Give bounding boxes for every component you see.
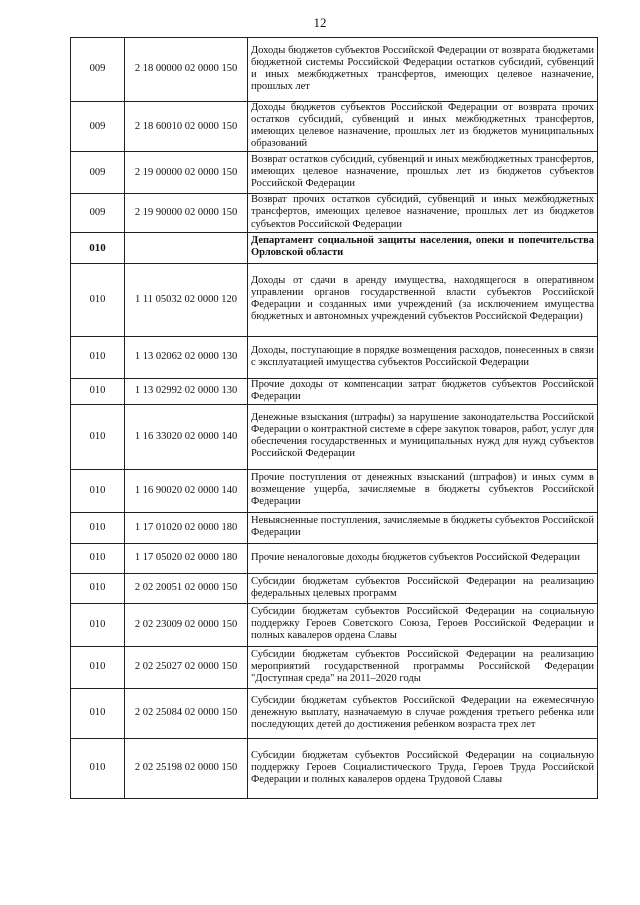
table-row <box>71 378 598 404</box>
income-description-cell: Доходы бюджетов субъектов Российской Федерации от возврата бюджетами бюджетной системы Российской Федерации остатков субсидий, субвенций и иных межбюджетных трансфертов, имеющих целевое назначение, прошлых лет <box>248 38 598 102</box>
table-row <box>71 38 598 102</box>
table-row <box>71 469 598 512</box>
table-row <box>71 512 598 543</box>
income-code-cell: 2 19 00000 02 0000 150 <box>125 152 248 194</box>
table-row <box>71 263 598 336</box>
income-description-cell: Денежные взыскания (штрафы) за нарушение законодательства Российской Федерации о контрактной системе в сфере закупок товаров, работ, услуг для обеспечения государственных и муниципальных нужд для нужд субъектов Российской Федерации <box>248 404 598 469</box>
admin-code-cell: 009 <box>71 152 125 194</box>
income-code-cell: 2 18 60010 02 0000 150 <box>125 102 248 152</box>
income-code-cell: 1 16 33020 02 0000 140 <box>125 404 248 469</box>
table-body <box>71 38 598 799</box>
income-code-cell: 2 19 90000 02 0000 150 <box>125 194 248 232</box>
admin-code-cell: 010 <box>71 543 125 573</box>
admin-code-cell: 009 <box>71 102 125 152</box>
income-code-cell <box>125 232 248 263</box>
table-row <box>71 646 598 688</box>
admin-code-cell: 010 <box>71 404 125 469</box>
income-code-cell: 2 02 23009 02 0000 150 <box>125 603 248 646</box>
income-code-cell: 1 13 02062 02 0000 130 <box>125 336 248 378</box>
income-code-cell: 2 02 20051 02 0000 150 <box>125 573 248 603</box>
income-code-cell: 1 11 05032 02 0000 120 <box>125 263 248 336</box>
page-number: 12 <box>313 15 327 30</box>
income-description-cell: Доходы от сдачи в аренду имущества, находящегося в оперативном управлении органов государственной власти субъектов Российской Федерации и созданных ими учреждений (за исключением имущества бюджетных и автономных учреждений субъектов Российской Федерации) <box>248 263 598 336</box>
admin-code-cell: 010 <box>71 378 125 404</box>
income-description-cell: Субсидии бюджетам субъектов Российской Федерации на ежемесячную денежную выплату, назначаемую в случае рождения третьего ребенка или последующих детей до достижения ребенком возраста трех лет <box>248 688 598 738</box>
admin-code-cell: 010 <box>71 738 125 798</box>
table-section-row <box>71 232 598 263</box>
income-code-cell: 2 02 25084 02 0000 150 <box>125 688 248 738</box>
table-row <box>71 102 598 152</box>
income-code-cell: 1 17 01020 02 0000 180 <box>125 512 248 543</box>
income-codes-table <box>70 37 598 799</box>
admin-code-cell: 010 <box>71 512 125 543</box>
admin-code-cell: 010 <box>71 688 125 738</box>
admin-code-cell: 009 <box>71 38 125 102</box>
income-description-cell: Невыясненные поступления, зачисляемые в бюджеты субъектов Российской Федерации <box>248 512 598 543</box>
income-description-cell: Субсидии бюджетам субъектов Российской Федерации на реализацию мероприятий государственной программы Российской Федерации "Доступная среда" на 2011–2020 годы <box>248 646 598 688</box>
admin-code-cell: 010 <box>71 232 125 263</box>
income-code-cell: 1 17 05020 02 0000 180 <box>125 543 248 573</box>
admin-code-cell: 010 <box>71 336 125 378</box>
admin-code-cell: 010 <box>71 603 125 646</box>
table-row <box>71 603 598 646</box>
income-description-cell: Доходы бюджетов субъектов Российской Федерации от возврата прочих остатков субсидий, субвенций и иных межбюджетных трансфертов, имеющих целевое назначение, прошлых лет из бюджетов муниципальных образований <box>248 102 598 152</box>
income-description-cell: Департамент социальной защиты населения, опеки и попечительства Орловской области <box>248 232 598 263</box>
table-row <box>71 543 598 573</box>
income-code-cell: 1 16 90020 02 0000 140 <box>125 469 248 512</box>
table-row <box>71 573 598 603</box>
table-row <box>71 688 598 738</box>
admin-code-cell: 009 <box>71 194 125 232</box>
income-description-cell: Возврат прочих остатков субсидий, субвенций и иных межбюджетных трансфертов, имеющих целевое назначение, прошлых лет из бюджетов субъектов Российской Федерации <box>248 194 598 232</box>
income-description-cell: Прочие поступления от денежных взысканий (штрафов) и иных сумм в возмещение ущерба, зачисляемые в бюджеты субъектов Российской Федерации <box>248 469 598 512</box>
income-description-cell: Прочие неналоговые доходы бюджетов субъектов Российской Федерации <box>248 543 598 573</box>
admin-code-cell: 010 <box>71 263 125 336</box>
admin-code-cell: 010 <box>71 469 125 512</box>
income-description-cell: Субсидии бюджетам субъектов Российской Федерации на реализацию федеральных целевых программ <box>248 573 598 603</box>
income-code-cell: 1 13 02992 02 0000 130 <box>125 378 248 404</box>
income-description-cell: Прочие доходы от компенсации затрат бюджетов субъектов Российской Федерации <box>248 378 598 404</box>
table-row <box>71 194 598 232</box>
income-description-cell: Возврат остатков субсидий, субвенций и иных межбюджетных трансфертов, имеющих целевое назначение, прошлых лет из бюджетов субъектов Российской Федерации <box>248 152 598 194</box>
income-description-cell: Доходы, поступающие в порядке возмещения расходов, понесенных в связи с эксплуатацией имущества субъектов Российской Федерации <box>248 336 598 378</box>
table-row <box>71 336 598 378</box>
income-code-cell: 2 18 00000 02 0000 150 <box>125 38 248 102</box>
table-row <box>71 738 598 798</box>
income-description-cell: Субсидии бюджетам субъектов Российской Федерации на социальную поддержку Героев Социалистического Труда, Героев Труда Российской Федерации и полных кавалеров ордена Трудовой Славы <box>248 738 598 798</box>
income-code-cell: 2 02 25198 02 0000 150 <box>125 738 248 798</box>
table-row <box>71 152 598 194</box>
table-row <box>71 404 598 469</box>
income-description-cell: Субсидии бюджетам субъектов Российской Федерации на социальную поддержку Героев Советского Союза, Героев Российской Федерации и полных кавалеров ордена Славы <box>248 603 598 646</box>
income-code-cell: 2 02 25027 02 0000 150 <box>125 646 248 688</box>
admin-code-cell: 010 <box>71 573 125 603</box>
admin-code-cell: 010 <box>71 646 125 688</box>
